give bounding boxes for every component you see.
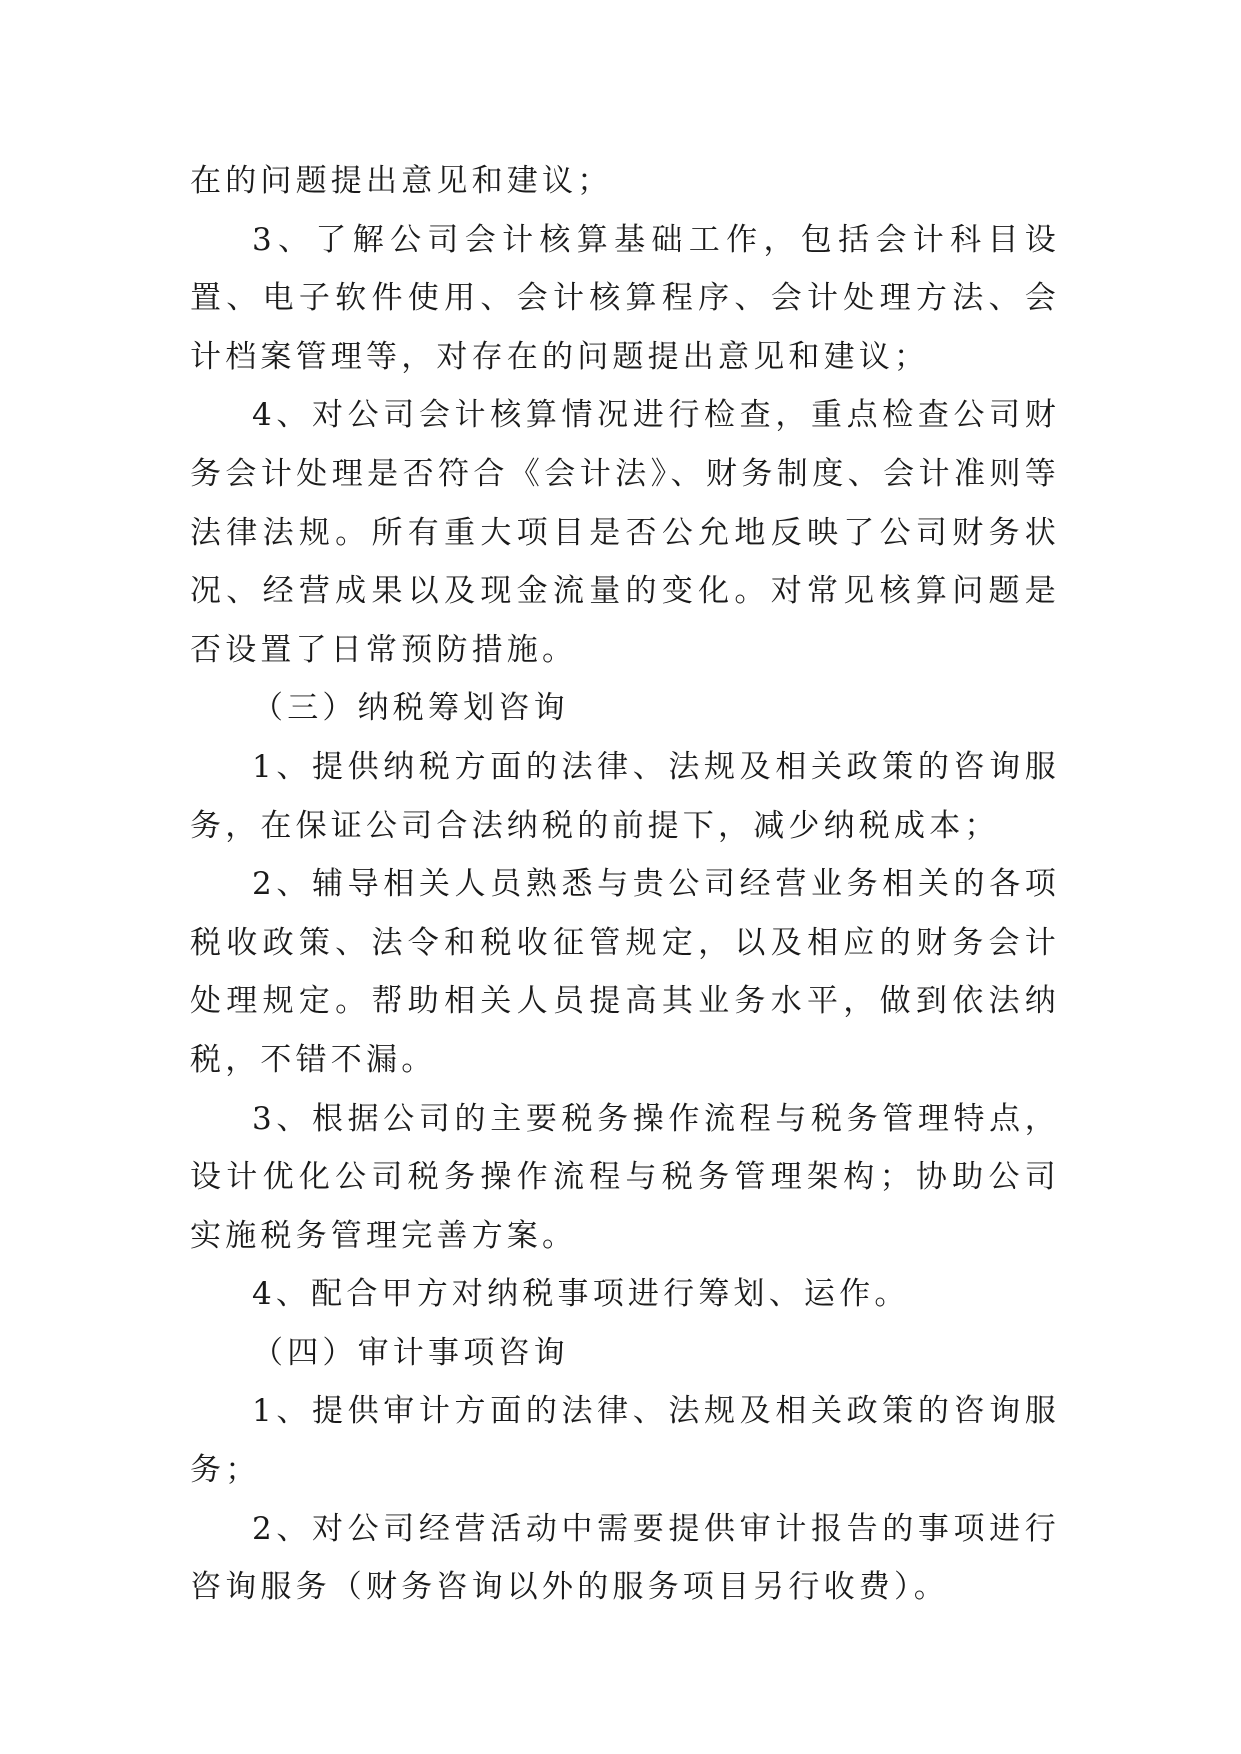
section-heading-tax-planning: （三）纳税筹划咨询: [252, 690, 569, 727]
paragraph-audit-item-1: 1、提供审计方面的法律、法规及相关政策的咨询服务；: [190, 1393, 1060, 1489]
paragraph-tax-item-3: 3、根据公司的主要税务操作流程与税务管理特点，设计优化公司税务操作流程与税务管理架构；协助公司实施税务管理完善方案。: [190, 1100, 1060, 1254]
paragraph-tax-item-4: 4、配合甲方对纳税事项进行筹划、运作。: [252, 1276, 910, 1313]
paragraph-continuation: 在的问题提出意见和建议；: [190, 163, 613, 199]
paragraph-item-3-accounting-basics: 3、了解公司会计核算基础工作，包括会计科目设置、电子软件使用、会计核算程序、会计处理方法、会计档案管理等，对存在的问题提出意见和建议；: [190, 221, 1060, 375]
paragraph-tax-item-2: 2、辅导相关人员熟悉与贵公司经营业务相关的各项税收政策、法令和税收征管规定，以及相应的财务会计处理规定。帮助相关人员提高其业务水平，做到依法纳税，不错不漏。: [190, 866, 1060, 1078]
paragraph-tax-item-1: 1、提供纳税方面的法律、法规及相关政策的咨询服务，在保证公司合法纳税的前提下，减少纳税成本；: [190, 748, 1060, 844]
paragraph-audit-item-2: 2、对公司经营活动中需要提供审计报告的事项进行咨询服务（财务咨询以外的服务项目另行收费）。: [190, 1510, 1060, 1606]
document-body: [190, 152, 1060, 1617]
paragraph-item-4-accounting-check: 4、对公司会计核算情况进行检查，重点检查公司财务会计处理是否符合《会计法》、财务制度、会计准则等法律法规。所有重大项目是否公允地反映了公司财务状况、经营成果以及现金流量的变化。对常见核算问题是否设置了日常预防措施。: [190, 397, 1060, 668]
section-heading-audit: （四）审计事项咨询: [252, 1334, 569, 1371]
